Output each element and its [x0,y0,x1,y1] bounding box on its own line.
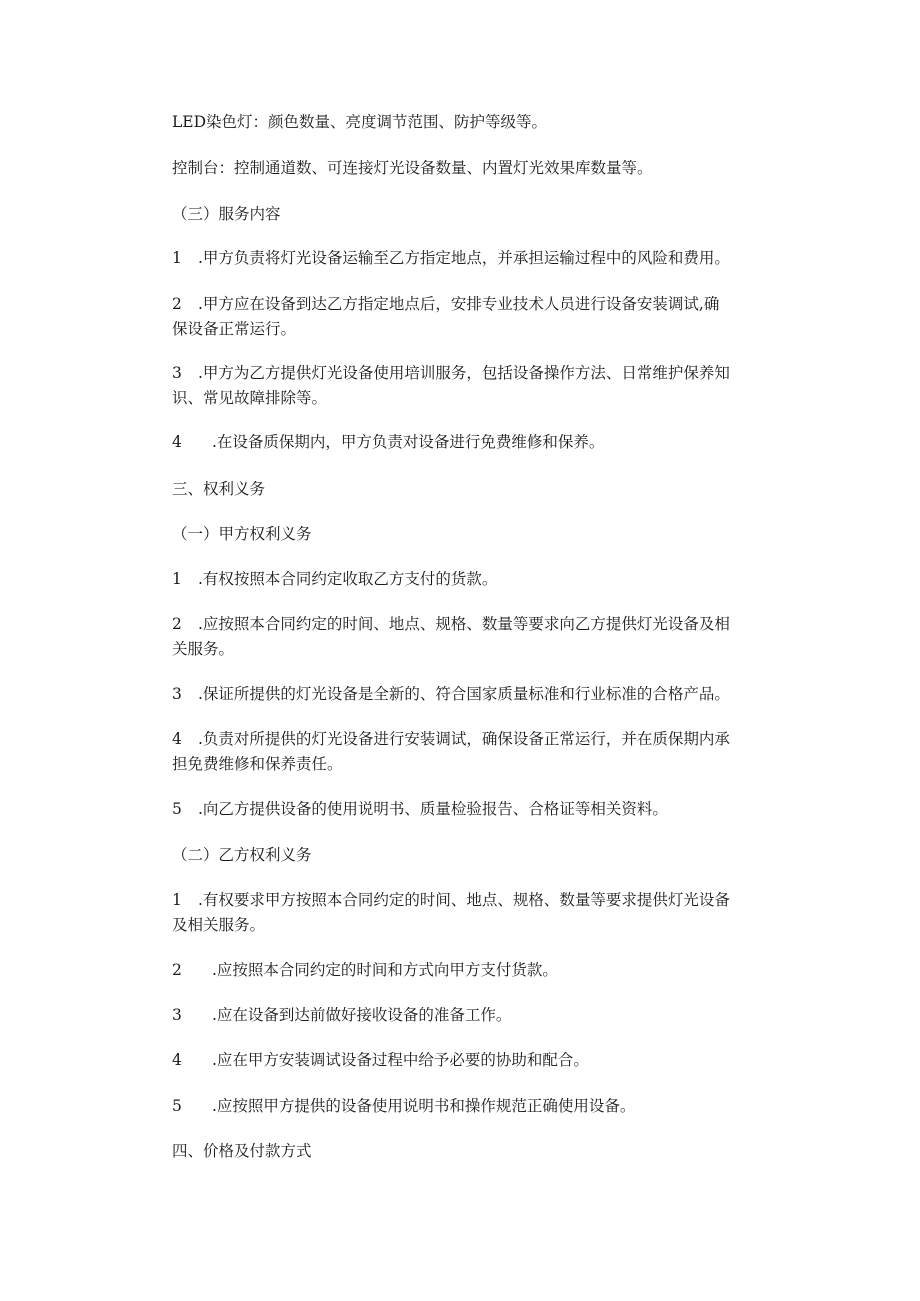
list-item [172,679,784,709]
item-number: 1 [172,570,182,588]
item-text: .向乙方提供设备的使用说明书、质量检验报告、合格证等相关资料。 [198,800,668,818]
item-text: .有权要求甲方按照本合同约定的时间、地点、规格、数量等要求提供灯光设备 [198,891,730,909]
item-number: 4 [172,730,182,748]
item-text: .应按照甲方提供的设备使用说明书和操作规范正确使用设备。 [212,1097,636,1115]
spec-console [172,153,784,183]
item-text: .应在设备到达前做好接收设备的准备工作。 [212,1006,512,1024]
list-item-continuation [172,749,784,779]
heading-text: 三、权利义务 [172,480,266,498]
item-text-continued: 担免费维修和保养责任。 [172,755,343,773]
list-item [172,243,784,273]
item-text: .保证所提供的灯光设备是全新的、符合国家质量标准和行业标准的合格产品。 [198,685,730,703]
item-text: .甲方负责将灯光设备运输至乙方指定地点，并承担运输过程中的风险和费用。 [198,249,730,267]
item-number: 1 [172,249,182,267]
item-number: 2 [172,295,182,313]
list-item-continuation [172,314,784,344]
heading-text: 四、价格及付款方式 [172,1142,312,1160]
item-number: 3 [172,1006,182,1024]
list-item [172,1000,784,1030]
item-number: 3 [172,685,182,703]
item-text: .甲方为乙方提供灯光设备使用培训服务，包括设备操作方法、日常维护保养知 [198,364,730,382]
heading-text: （二）乙方权利义务 [172,846,312,864]
item-number: 4 [172,1051,182,1069]
list-item-continuation [172,910,784,940]
paragraph-text: 控制台：控制通道数、可连接灯光设备数量、内置灯光效果库数量等。 [172,159,653,177]
subsection-heading-party-b [172,840,784,870]
list-item-continuation [172,634,784,664]
item-text-continued: 及相关服务。 [172,916,266,934]
item-number: 2 [172,961,182,979]
item-number: 3 [172,364,182,382]
spec-led-dye-light [172,107,784,137]
list-item [172,1091,784,1121]
subsection-heading-services [172,199,784,229]
item-text: .负责对所提供的灯光设备进行安装调试，确保设备正常运行，并在质保期内承 [198,730,730,748]
list-item [172,955,784,985]
item-number: 5 [172,800,182,818]
heading-text: （一）甲方权利义务 [172,525,312,543]
item-text: .应在甲方安装调试设备过程中给予必要的协助和配合。 [212,1051,589,1069]
item-number: 2 [172,615,182,633]
item-text-continued: 识、常见故障排除等。 [172,389,328,407]
list-item [172,794,784,824]
item-text-continued: 保设备正常运行。 [172,320,297,338]
list-item [172,1045,784,1075]
item-text: .有权按照本合同约定收取乙方支付的货款。 [198,570,498,588]
item-number: 4 [172,433,182,451]
list-item [172,564,784,594]
subsection-heading-party-a [172,519,784,549]
item-text-continued: 关服务。 [172,640,235,658]
list-item-continuation [172,383,784,413]
item-text: .在设备质保期内，甲方负责对设备进行免费维修和保养。 [212,433,605,451]
item-text: .甲方应在设备到达乙方指定地点后，安排专业技术人员进行设备安装调试,确 [198,295,720,313]
paragraph-text: LED染色灯：颜色数量、亮度调节范围、防护等级等。 [172,113,548,131]
section-heading-rights [172,474,784,504]
item-number: 1 [172,891,182,909]
item-number: 5 [172,1097,182,1115]
heading-text: （三）服务内容 [172,205,281,223]
section-heading-price-payment [172,1136,784,1166]
list-item [172,427,784,457]
item-text: .应按照本合同约定的时间和方式向甲方支付货款。 [212,961,558,979]
item-text: .应按照本合同约定的时间、地点、规格、数量等要求向乙方提供灯光设备及相 [198,615,730,633]
